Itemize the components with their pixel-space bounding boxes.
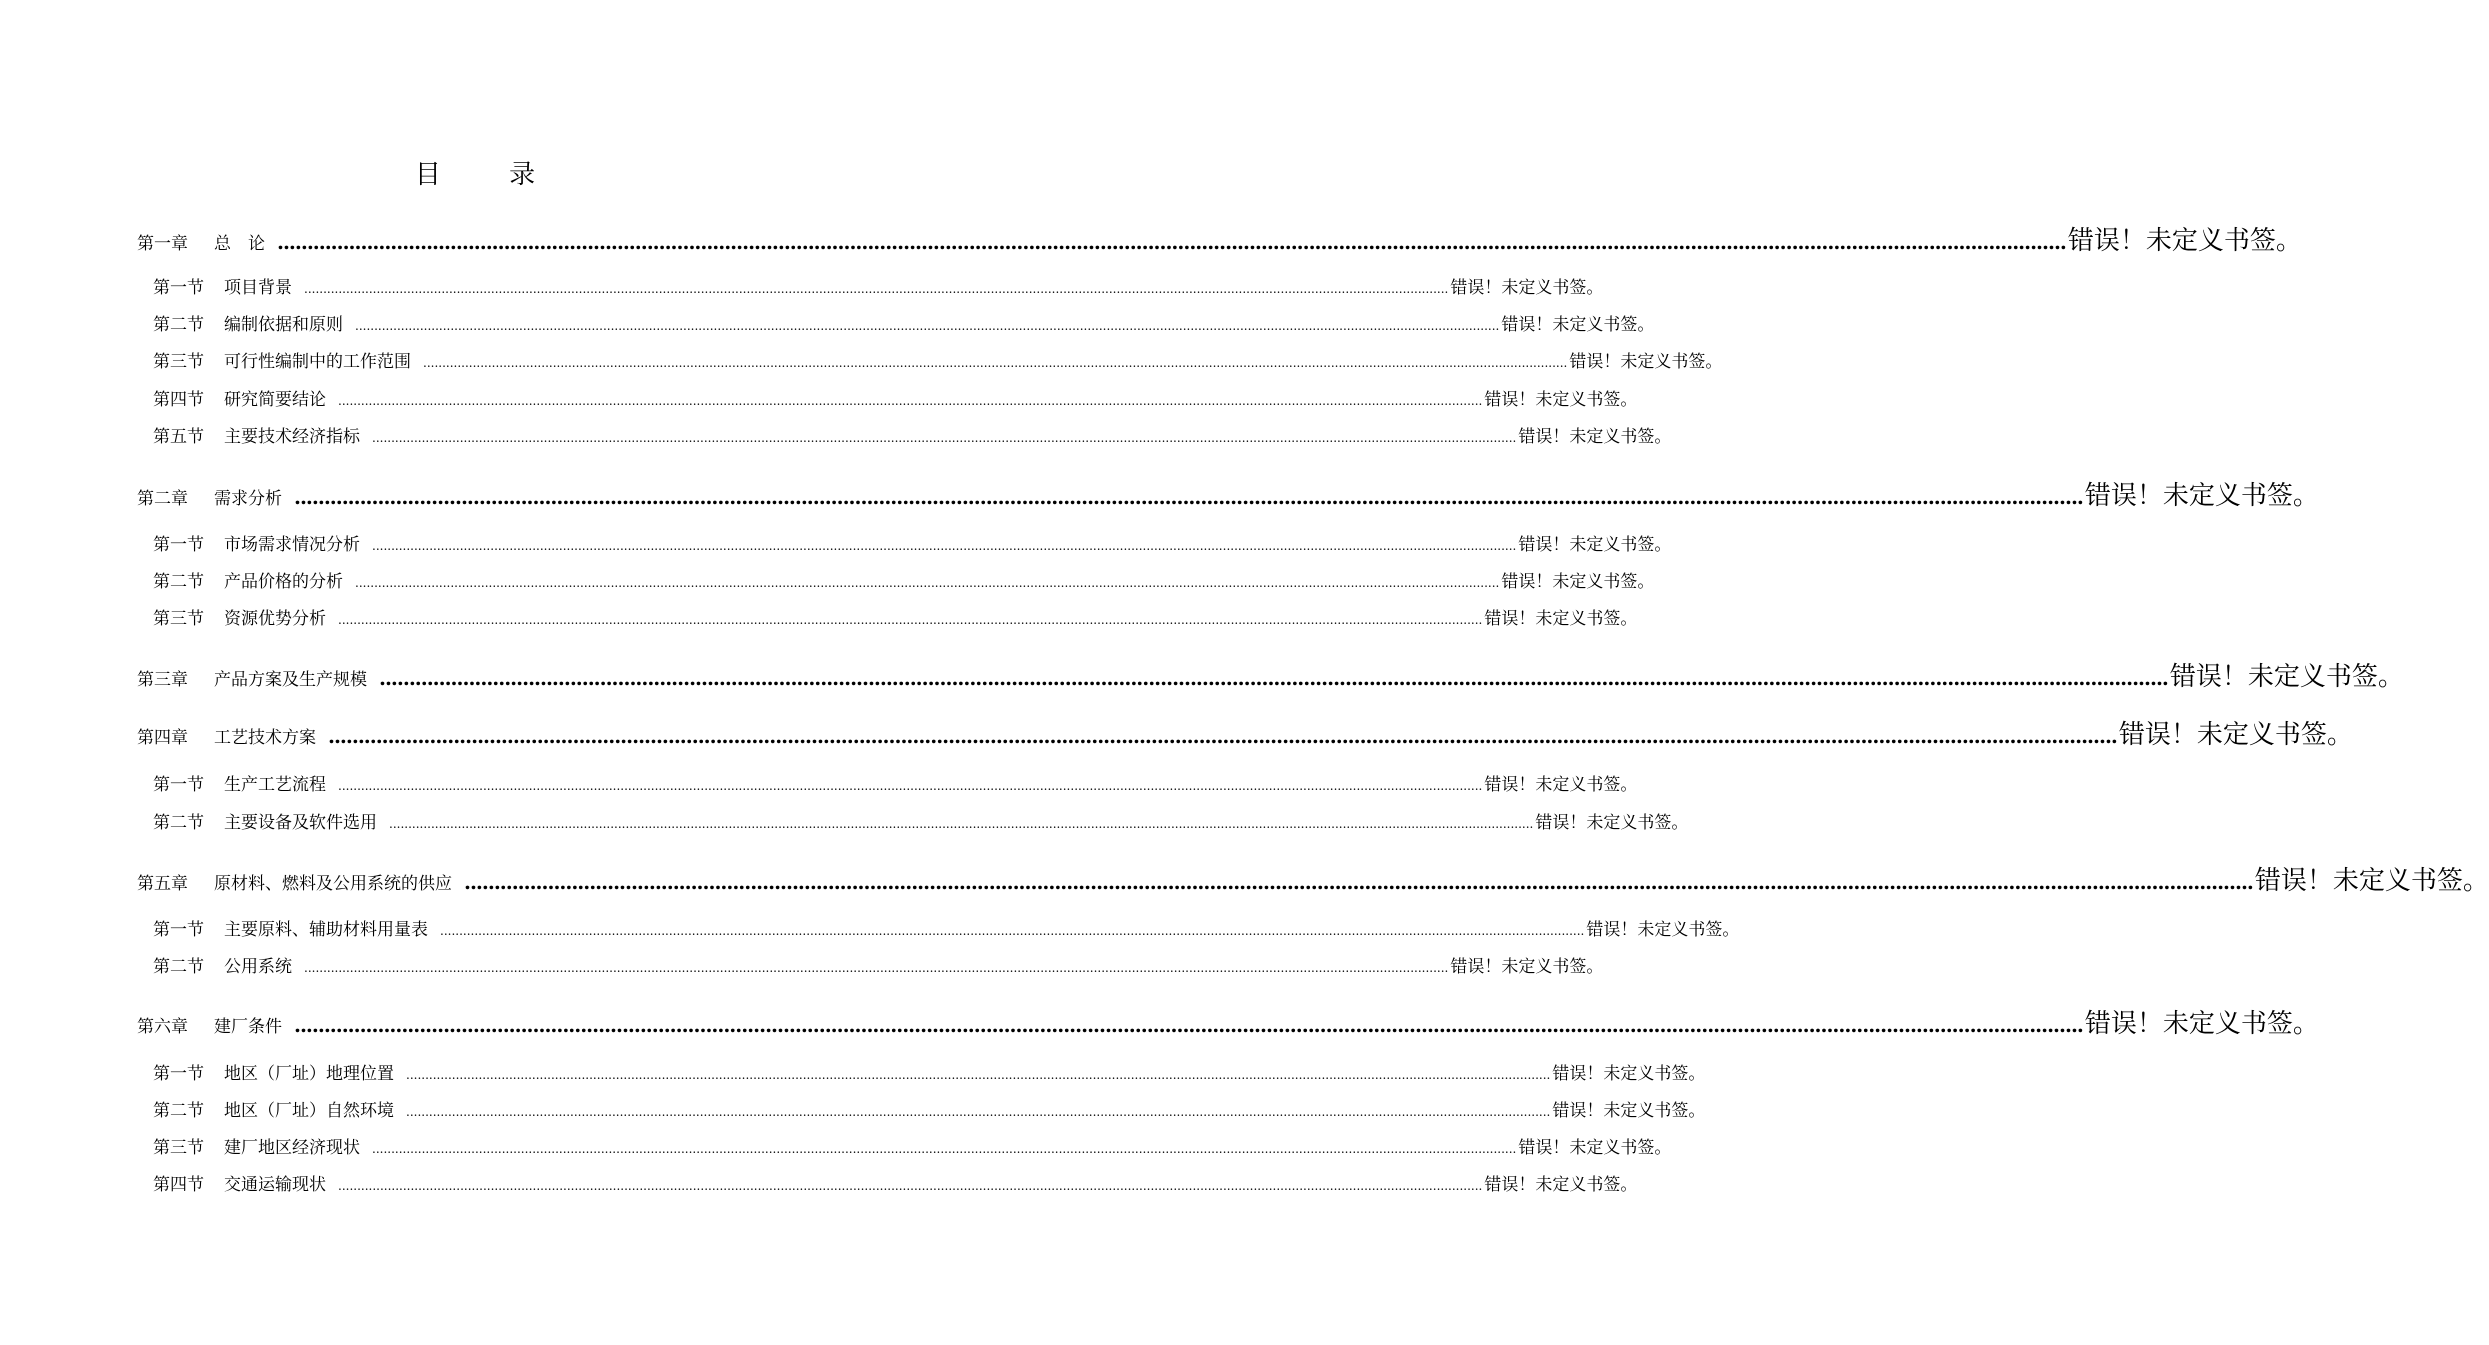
toc-page-reference: 错误！未定义书签。: [1484, 609, 1638, 629]
toc-chapter-entry[interactable]: [137, 220, 2302, 257]
toc-entry-title: 地区（厂址）自然环境: [224, 1101, 394, 1121]
toc-page-reference: 错误！未定义书签。: [1518, 427, 1672, 447]
toc-dot-leader: ............................................................................................................................................................................................................................................................................................................: [338, 1179, 1483, 1193]
toc-entry-title: 主要技术经济指标: [224, 427, 360, 447]
toc-entry-number: 第五节: [153, 427, 204, 447]
toc-chapter-entry[interactable]: [137, 860, 2489, 897]
toc-section-entry[interactable]: [153, 567, 1655, 592]
toc-section-entry[interactable]: [153, 385, 1638, 410]
toc-entry-number: 第一节: [153, 775, 204, 795]
toc-dot-leader: ............................................................................................................................................................................................................................................................................................................: [406, 1105, 1551, 1119]
toc-entry-title: 主要原料、辅助材料用量表: [224, 920, 428, 940]
toc-section-entry[interactable]: [153, 1096, 1706, 1121]
toc-section-entry[interactable]: [153, 808, 1689, 833]
toc-page-reference: 错误！未定义书签。: [1552, 1064, 1706, 1084]
toc-entry-number: 第一节: [153, 1064, 204, 1084]
toc-entry-title: 交通运输现状: [224, 1175, 326, 1195]
page-title: 目 录: [414, 160, 566, 190]
toc-entry-number: 第三节: [153, 352, 204, 372]
toc-section-entry[interactable]: [153, 422, 1672, 447]
toc-entry-title: 总 论: [214, 234, 265, 254]
toc-chapter-entry[interactable]: [137, 714, 2353, 751]
toc-entry-title: 编制依据和原则: [224, 315, 343, 335]
toc-entry-number: 第二节: [153, 572, 204, 592]
toc-dot-leader: ............................................................................................................................................................................................................................................................................................................: [355, 576, 1500, 590]
toc-entry-number: 第一节: [153, 278, 204, 298]
toc-page-reference: 错误！未定义书签。: [1586, 920, 1740, 940]
toc-page-reference: 错误！未定义书签。: [1450, 957, 1604, 977]
toc-entry-number: 第四章: [137, 728, 188, 748]
toc-page-reference: 错误！未定义书签。: [2084, 481, 2319, 511]
toc-entry-title: 工艺技术方案: [214, 728, 316, 748]
toc-page-reference: 错误！未定义书签。: [1552, 1101, 1706, 1121]
toc-page-reference: 错误！未定义书签。: [2118, 720, 2353, 750]
toc-page-reference: 错误！未定义书签。: [1450, 278, 1604, 298]
toc-entry-number: 第二节: [153, 813, 204, 833]
toc-dot-leader: ............................................................................................................................................................................................................................................................................................................: [277, 230, 2066, 254]
toc-dot-leader: ............................................................................................................................................................................................................................................................................................................: [338, 779, 1483, 793]
toc-chapter-entry[interactable]: [137, 1003, 2319, 1040]
toc-dot-leader: ............................................................................................................................................................................................................................................................................................................: [355, 319, 1500, 333]
toc-entry-number: 第一节: [153, 535, 204, 555]
toc-section-entry[interactable]: [153, 273, 1604, 298]
toc-chapter-entry[interactable]: [137, 475, 2319, 512]
toc-dot-leader: ............................................................................................................................................................................................................................................................................................................: [328, 724, 2117, 748]
toc-page-reference: 错误！未定义书签。: [1501, 315, 1655, 335]
toc-section-entry[interactable]: [153, 915, 1740, 940]
toc-entry-title: 资源优势分析: [224, 609, 326, 629]
toc-entry-number: 第四节: [153, 1175, 204, 1195]
toc-section-entry[interactable]: [153, 1059, 1706, 1084]
toc-entry-number: 第二节: [153, 1101, 204, 1121]
toc-section-entry[interactable]: [153, 1133, 1672, 1158]
toc-section-entry[interactable]: [153, 770, 1638, 795]
toc-entry-title: 建厂地区经济现状: [224, 1138, 360, 1158]
toc-entry-title: 研究简要结论: [224, 390, 326, 410]
toc-page-reference: 错误！未定义书签。: [1569, 352, 1723, 372]
toc-dot-leader: ............................................................................................................................................................................................................................................................................................................: [304, 282, 1449, 296]
toc-section-entry[interactable]: [153, 1170, 1638, 1195]
toc-page-reference: 错误！未定义书签。: [2084, 1009, 2319, 1039]
toc-dot-leader: ............................................................................................................................................................................................................................................................................................................: [372, 431, 1517, 445]
toc-entry-title: 可行性编制中的工作范围: [224, 352, 411, 372]
toc-entry-title: 原材料、燃料及公用系统的供应: [214, 874, 452, 894]
toc-dot-leader: ............................................................................................................................................................................................................................................................................................................: [379, 666, 2168, 690]
toc-entry-number: 第一节: [153, 920, 204, 940]
toc-page-reference: 错误！未定义书签。: [1484, 775, 1638, 795]
toc-entry-number: 第四节: [153, 390, 204, 410]
toc-page-reference: 错误！未定义书签。: [1535, 813, 1689, 833]
toc-entry-number: 第一章: [137, 234, 188, 254]
toc-entry-number: 第三节: [153, 1138, 204, 1158]
toc-dot-leader: ............................................................................................................................................................................................................................................................................................................: [294, 1013, 2083, 1037]
toc-entry-title: 产品方案及生产规模: [214, 670, 367, 690]
toc-entry-number: 第二节: [153, 957, 204, 977]
toc-page-reference: 错误！未定义书签。: [2067, 226, 2302, 256]
toc-page-reference: 错误！未定义书签。: [1484, 390, 1638, 410]
toc-section-entry[interactable]: [153, 347, 1723, 372]
toc-entry-number: 第五章: [137, 874, 188, 894]
toc-dot-leader: ............................................................................................................................................................................................................................................................................................................: [372, 1142, 1517, 1156]
toc-dot-leader: ............................................................................................................................................................................................................................................................................................................: [304, 961, 1449, 975]
toc-chapter-entry[interactable]: [137, 656, 2404, 693]
toc-entry-title: 建厂条件: [214, 1017, 282, 1037]
toc-dot-leader: ............................................................................................................................................................................................................................................................................................................: [389, 817, 1534, 831]
toc-entry-title: 地区（厂址）地理位置: [224, 1064, 394, 1084]
toc-entry-title: 市场需求情况分析: [224, 535, 360, 555]
toc-section-entry[interactable]: [153, 530, 1672, 555]
toc-page-reference: 错误！未定义书签。: [2169, 662, 2404, 692]
toc-section-entry[interactable]: [153, 952, 1604, 977]
toc-dot-leader: ............................................................................................................................................................................................................................................................................................................: [338, 613, 1483, 627]
toc-entry-title: 生产工艺流程: [224, 775, 326, 795]
toc-section-entry[interactable]: [153, 310, 1655, 335]
toc-entry-number: 第三节: [153, 609, 204, 629]
toc-dot-leader: ............................................................................................................................................................................................................................................................................................................: [294, 485, 2083, 509]
toc-entry-title: 公用系统: [224, 957, 292, 977]
toc-page-reference: 错误！未定义书签。: [1518, 1138, 1672, 1158]
toc-entry-number: 第二章: [137, 489, 188, 509]
toc-entry-title: 主要设备及软件选用: [224, 813, 377, 833]
toc-entry-title: 需求分析: [214, 489, 282, 509]
toc-page-reference: 错误！未定义书签。: [1518, 535, 1672, 555]
toc-page-reference: 错误！未定义书签。: [1501, 572, 1655, 592]
toc-entry-number: 第六章: [137, 1017, 188, 1037]
toc-entry-number: 第二节: [153, 315, 204, 335]
toc-entry-number: 第三章: [137, 670, 188, 690]
toc-dot-leader: ............................................................................................................................................................................................................................................................................................................: [338, 394, 1483, 408]
toc-dot-leader: ............................................................................................................................................................................................................................................................................................................: [406, 1068, 1551, 1082]
toc-entry-title: 产品价格的分析: [224, 572, 343, 592]
toc-dot-leader: ............................................................................................................................................................................................................................................................................................................: [440, 924, 1585, 938]
toc-dot-leader: ............................................................................................................................................................................................................................................................................................................: [423, 356, 1568, 370]
toc-page-reference: 错误！未定义书签。: [1484, 1175, 1638, 1195]
toc-dot-leader: ............................................................................................................................................................................................................................................................................................................: [372, 539, 1517, 553]
toc-dot-leader: ............................................................................................................................................................................................................................................................................................................: [464, 870, 2253, 894]
toc-entry-title: 项目背景: [224, 278, 292, 298]
toc-section-entry[interactable]: [153, 604, 1638, 629]
toc-page-reference: 错误！未定义书签。: [2254, 866, 2489, 896]
